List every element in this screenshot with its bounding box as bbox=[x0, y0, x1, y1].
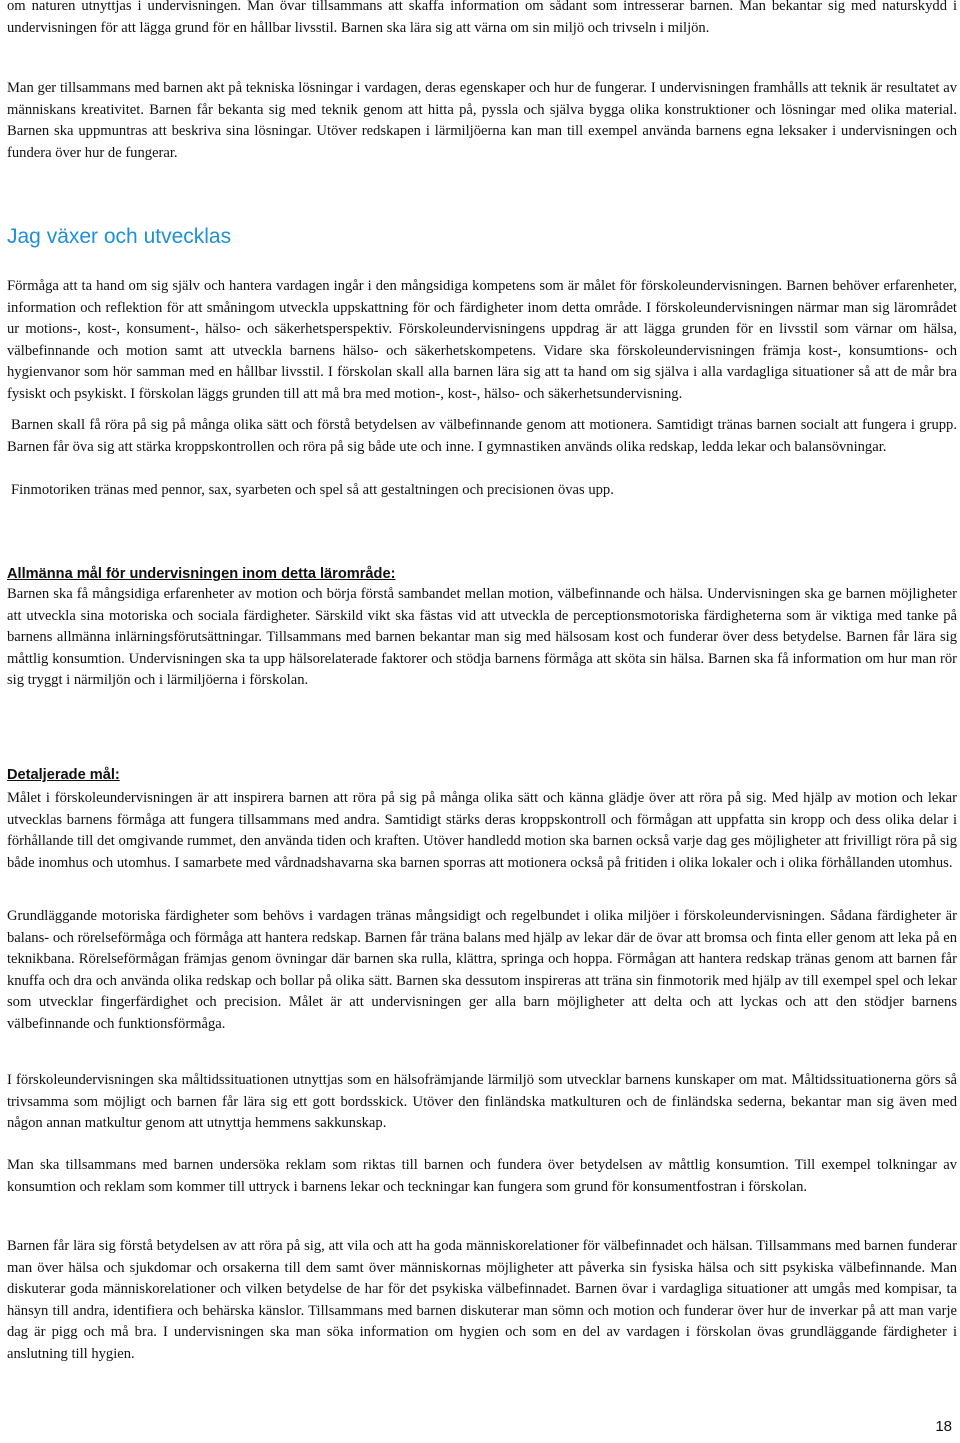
detailed-goals-paragraph: Grundläggande motoriska färdigheter som behövs i vardagen tränas mångsidigt och regelbundet i olika miljöer i förskoleundervisningen. Sådana färdigheter är balans- och rörelseförmåga och förmåga att hantera redskap. Barnen får träna balans med hjälp av lekar där de övar att bromsa och finta eller genom att leka på en teknikbana. Rörelseförmågan främjas genom övningar där barnen ska rulla, klättra, springa och hoppa. Förmågan att hantera redskap tränas genom att barnen får knuffa och dra och använda olika redskap och bollar på olika sätt. Barnen ska dessutom inspireras att träna sin finmotorik med hjälp av till exempel spel och lekar som utvecklar fingerfärdighet och precision. Målet är att undervisningen ger alla barn möjligheter att delta och att lyckas och att den stödjer barnens välbefinnande och funktionsförmåga. bbox=[7, 908, 957, 1032]
section-paragraph-self-care: Förmåga att ta hand om sig själv och hantera vardagen ingår i den mångsidiga kompetens som är målet för förskoleundervisningen. Barnen behöver erfarenheter, information och reflektion för att småningom utveckla uppskattning för och färdigheter inom detta område. I förskoleundervisningen närmar man sig lärområdet ur motions-, kost-, konsument-, hälso- och säkerhetsperspektiv. Förskoleundervisningens uppdrag är att lägga grunden för en livsstil som värnar om hälsa, välbefinnande och motion samt att utveckla barnens hälso- och säkerhetskompetens. Vidare ska förskoleundervisningen främja kost-, konsumtions- och hygienvanor som hör samman med en hållbar livsstil. I förskolan skall alla barnen lära sig att ta hand om sig själva i alla vardagliga situationer så att de mår bra fysiskt och psykiskt. I förskolan läggs grunden till att må bra med motion-, kost-, hälso- och säkerhetsundervisning. bbox=[7, 278, 957, 402]
page-number: 18 bbox=[935, 1418, 952, 1435]
detailed-goals-paragraph: Man ska tillsammans med barnen undersöka reklam som riktas till barnen och fundera över betydelsen av måttlig konsumtion. Till exempel tolkningar av konsumtion och reklam som kommer till uttryck i barnens lekar och teckningar kan fungera som grund för konsumentfostran i förskolan. bbox=[7, 1157, 957, 1195]
general-goals-text: Barnen ska få mångsidiga erfarenheter av motion och börja förstå sambandet mellan motion, välbefinnande och hälsa. Undervisningen ska ge barnen möjligheter att utveckla sina motoriska och sociala färdigheter. Särskild vikt ska fästas vid att utveckla de perceptionsmotoriska färdigheterna som är viktiga med tanke på barnens allmänna inlärningsförutsättningar. Tillsammans med barnen bekantar man sig med hälsosam kost och funderar över dess betydelse. Barnen får lära sig måttlig konsumtion. Undervisningen ska ta upp hälsorelaterade faktorer och stödja barnens förmåga att sköta sin hälsa. Barnen ska få information om hur man rör sig tryggt i närmiljön och i lärmiljöerna i förskolan. bbox=[7, 586, 957, 689]
section-paragraph-motion: Barnen skall få röra på sig på många olika sätt och förstå betydelsen av välbefinnande genom att motionera. Samtidigt tränas barnen socialt att fungera i grupp. Barnen får öva sig att stärka kroppskontrollen och röra på sig både ute och inne. I gymnastiken används olika redskap, ledda lekar och balansövningar. bbox=[7, 417, 957, 455]
detailed-goals-heading: Detaljerade mål: bbox=[7, 767, 120, 783]
intro-paragraph-technology: Man ger tillsammans med barnen akt på tekniska lösningar i vardagen, deras egenskaper och hur de fungerar. I undervisningen framhålls att teknik är resultatet av människans kreativitet. Barnen får bekanta sig med teknik genom att hitta på, pyssla och själva bygga olika konstruktioner och lösningar med olika material. Barnen ska uppmuntras att beskriva sina lösningar. Utöver redskapen i lärmiljöerna kan man till exempel använda barnens egna leksaker i undervisningen och fundera över hur de fungerar. bbox=[7, 80, 957, 161]
detailed-goals-paragraph: I förskoleundervisningen ska måltidssituationen utnyttjas som en hälsofrämjande lärmiljö som utvecklar barnens kunskaper om mat. Måltidssituationerna görs så trivsamma som möjligt och barnen får lära sig ett gott bordsskick. Utöver den finländska matkulturen och de finländska sederna, bekantar man sig även med någon annan matkultur genom att utnyttja hemmens sakkunskap. bbox=[7, 1072, 957, 1132]
detailed-goals-paragraph: Målet i förskoleundervisningen är att inspirera barnen att röra på sig på många olika sätt och känna glädje över att röra på sig. Med hjälp av motion och lekar utvecklas barnens förmåga att fungera tillsammans med andra. Samtidigt stärks deras kroppskontroll och förmågan att uppfatta sin kropp och dess olika delar i förhållande till det omgivande rummet, den använda tiden och kraften. Utöver handledd motion ska barnen också varje dag ges möjligheter att frivilligt röra på sig både inomhus och utomhus. I samarbete med vårdnadshavarna ska barnen sporras att motionera också på fritiden i olika lokaler och i olika förhållanden utomhus. bbox=[7, 790, 957, 871]
detailed-goals-paragraph: Barnen får lära sig förstå betydelsen av att röra på sig, att vila och att ha goda människorelationer för välbefinnadet och hälsan. Tillsammans med barnen funderar man över hälsa och sjukdomar och orsakerna till dem samt över människornas möjligheter att påverka sin fysiska hälsa och sitt psykiska välbefinnande. Man diskuterar goda människorelationer och vilken betydelse de har för det psykiska välbefinnadet. Barnen övar i vardagliga situationer att umgås med kompisar, ta hänsyn till andra, identifiera och behärska känslor. Tillsammans med barnen diskuterar man sömn och motion och funderar över hur de inverkar på att man varje dag är pigg och må bra. I undervisningen ska man söka information om hygien och som en del av vardagen i förskolan övas grundläggande färdigheter i anslutning till hygien. bbox=[7, 1238, 957, 1362]
section-heading: Jag växer och utvecklas bbox=[7, 225, 232, 248]
general-goals-heading: Allmänna mål för undervisningen inom detta lärområde: bbox=[7, 566, 396, 582]
section-paragraph-fine-motor: Finmotoriken tränas med pennor, sax, syarbeten och spel så att gestaltningen och precisionen övas upp. bbox=[11, 482, 614, 498]
intro-paragraph-nature: om naturen utnyttjas i undervisningen. Man övar tillsammans att skaffa information om sådant som intresserar barnen. Man bekantar sig med naturskydd i undervisningen för att lägga grund för en hållbar livsstil. Barnen ska lära sig att värna om sin miljö och trivseln i miljön. bbox=[7, 0, 957, 36]
